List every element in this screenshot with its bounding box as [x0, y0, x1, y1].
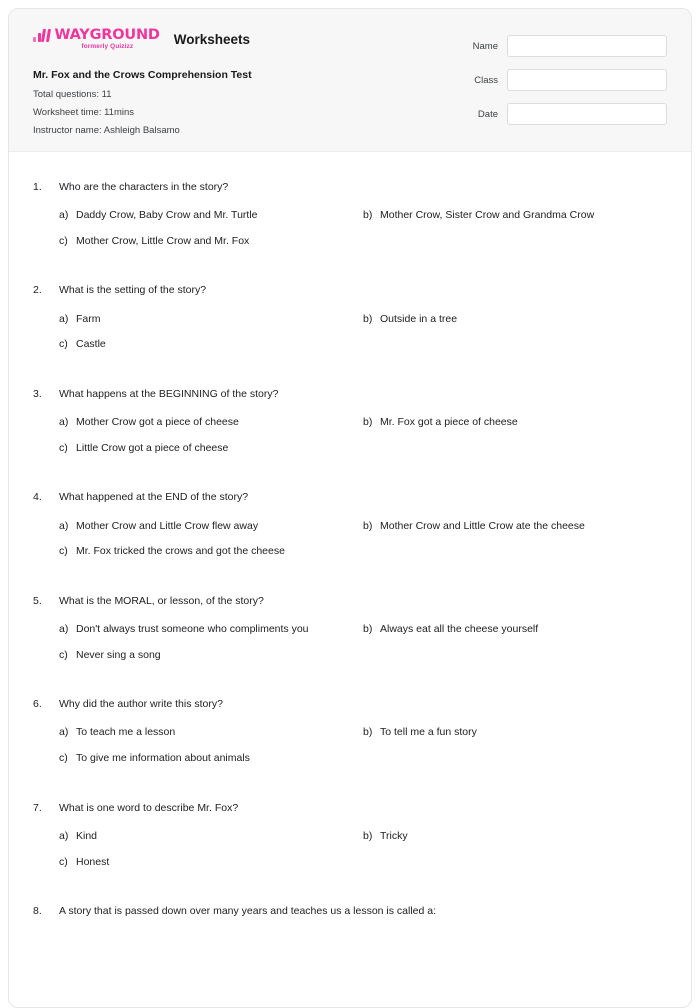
answer-options	[33, 520, 667, 571]
option-key: c)	[59, 752, 68, 765]
answer-options	[33, 416, 667, 467]
question-item	[33, 801, 667, 881]
option-key: c)	[59, 338, 68, 351]
worksheet-header	[9, 9, 691, 152]
option-key: b)	[363, 726, 373, 739]
field-label-name: Name	[472, 40, 498, 52]
answer-options	[33, 209, 667, 260]
option-text: Mother Crow and Little Crow flew away	[76, 519, 259, 532]
answer-option[interactable]	[59, 830, 363, 844]
date-input[interactable]	[507, 103, 667, 125]
option-key: b)	[363, 519, 373, 532]
logo-tagline: formerly Quizizz	[81, 43, 134, 51]
answer-option[interactable]	[59, 416, 363, 430]
answer-options	[33, 830, 667, 881]
question-number: 1.	[33, 181, 42, 193]
class-input[interactable]	[507, 69, 667, 91]
option-key: b)	[363, 416, 373, 429]
field-label-class: Class	[474, 74, 498, 86]
logo-mark-and-word	[33, 29, 160, 42]
question-item	[33, 904, 667, 918]
option-text: Don't always trust someone who compliments you	[76, 622, 309, 635]
question-item	[33, 283, 667, 363]
option-text: Outside in a tree	[380, 312, 458, 325]
option-key: a)	[59, 312, 69, 325]
option-text: Mother Crow and Little Crow ate the cheese	[380, 519, 585, 532]
option-key: a)	[59, 829, 69, 842]
question-text: What is the setting of the story?	[59, 284, 207, 297]
option-text: Never sing a song	[76, 648, 161, 661]
question-item	[33, 697, 667, 777]
option-key: c)	[59, 855, 68, 868]
answer-option[interactable]	[59, 235, 363, 249]
field-label-date: Date	[477, 108, 498, 120]
option-key: a)	[59, 416, 69, 429]
option-text: Daddy Crow, Baby Crow and Mr. Turtle	[76, 209, 258, 222]
question-text: What happens at the BEGINNING of the story?	[59, 387, 279, 400]
question-header	[33, 801, 667, 815]
instructor-name: Instructor name: Ashleigh Balsamo	[33, 125, 180, 136]
option-text: Honest	[76, 855, 110, 868]
question-header	[33, 697, 667, 711]
question-header	[33, 904, 667, 918]
question-number: 7.	[33, 801, 42, 814]
question-header	[33, 180, 667, 194]
option-text: Mother Crow got a piece of cheese	[76, 416, 239, 429]
answer-option[interactable]	[363, 416, 667, 430]
question-text: What is the MORAL, or lesson, of the story?	[59, 594, 264, 607]
answer-option[interactable]	[59, 752, 363, 766]
option-text: Mother Crow, Little Crow and Mr. Fox	[76, 234, 250, 247]
option-text: To teach me a lesson	[76, 726, 176, 739]
option-text: Castle	[76, 338, 106, 351]
question-item	[33, 490, 667, 570]
answer-option[interactable]	[363, 623, 667, 637]
student-field-row	[407, 103, 667, 125]
option-key: b)	[363, 829, 373, 842]
question-number: 4.	[33, 491, 42, 504]
answer-option[interactable]	[59, 313, 363, 327]
question-header	[33, 490, 667, 504]
answer-options	[33, 726, 667, 777]
option-text: Mr. Fox tricked the crows and got the cheese	[76, 545, 285, 558]
answer-option[interactable]	[363, 726, 667, 740]
option-text: Farm	[76, 312, 101, 325]
answer-option[interactable]	[59, 623, 363, 637]
answer-option[interactable]	[59, 545, 363, 559]
option-key: a)	[59, 622, 69, 635]
question-text: What happened at the END of the story?	[59, 491, 249, 504]
answer-option[interactable]	[363, 313, 667, 327]
option-key: b)	[363, 312, 373, 325]
question-number: 2.	[33, 284, 42, 297]
option-text: To give me information about animals	[76, 752, 250, 765]
answer-option[interactable]	[59, 649, 363, 663]
student-field-row	[407, 35, 667, 57]
student-info-fields	[407, 35, 667, 137]
option-key: b)	[363, 209, 373, 222]
question-item	[33, 594, 667, 674]
worksheet-title: Mr. Fox and the Crows Comprehension Test	[33, 69, 252, 81]
option-key: a)	[59, 519, 69, 532]
question-item	[33, 387, 667, 467]
question-number: 3.	[33, 387, 42, 400]
question-item	[33, 180, 667, 260]
answer-option[interactable]	[59, 726, 363, 740]
option-key: c)	[59, 234, 68, 247]
answer-option[interactable]	[363, 209, 667, 223]
option-text: Mr. Fox got a piece of cheese	[380, 416, 518, 429]
name-input[interactable]	[507, 35, 667, 57]
question-number: 8.	[33, 905, 42, 918]
option-text: Tricky	[380, 829, 408, 842]
question-text: A story that is passed down over many years and teaches us a lesson is called a:	[59, 905, 437, 918]
answer-option[interactable]	[363, 830, 667, 844]
answer-option[interactable]	[59, 442, 363, 456]
option-key: b)	[363, 622, 373, 635]
question-text: What is one word to describe Mr. Fox?	[59, 801, 239, 814]
product-title: Worksheets	[173, 31, 250, 47]
option-text: Always eat all the cheese yourself	[380, 622, 539, 635]
worksheet-time: Worksheet time: 11mins	[33, 107, 135, 118]
answer-options	[33, 623, 667, 674]
option-key: a)	[59, 726, 69, 739]
answer-option[interactable]	[59, 338, 363, 352]
question-number: 5.	[33, 594, 42, 607]
question-text: Why did the author write this story?	[59, 698, 223, 711]
student-field-row	[407, 69, 667, 91]
worksheet-page	[8, 8, 692, 1008]
option-key: c)	[59, 648, 68, 661]
question-header	[33, 283, 667, 297]
question-header	[33, 594, 667, 608]
logo-bars-icon	[33, 29, 50, 42]
answer-option[interactable]	[59, 856, 363, 870]
option-text: Kind	[76, 829, 98, 842]
option-key: c)	[59, 545, 68, 558]
answer-option[interactable]	[59, 209, 363, 223]
option-key: c)	[59, 441, 68, 454]
logo-wordmark: WAYGROUND	[54, 27, 160, 44]
question-number: 6.	[33, 698, 42, 711]
option-text: Little Crow got a piece of cheese	[76, 441, 229, 454]
questions-list	[9, 152, 691, 965]
option-text: To tell me a fun story	[380, 726, 477, 739]
answer-option[interactable]	[363, 520, 667, 534]
question-text: Who are the characters in the story?	[59, 181, 229, 193]
option-text: Mother Crow, Sister Crow and Grandma Crow	[380, 209, 595, 222]
answer-option[interactable]	[59, 520, 363, 534]
total-questions: Total questions: 11	[33, 89, 112, 100]
question-header	[33, 387, 667, 401]
option-key: a)	[59, 209, 69, 222]
wayground-logo	[33, 29, 160, 51]
answer-options	[33, 313, 667, 364]
